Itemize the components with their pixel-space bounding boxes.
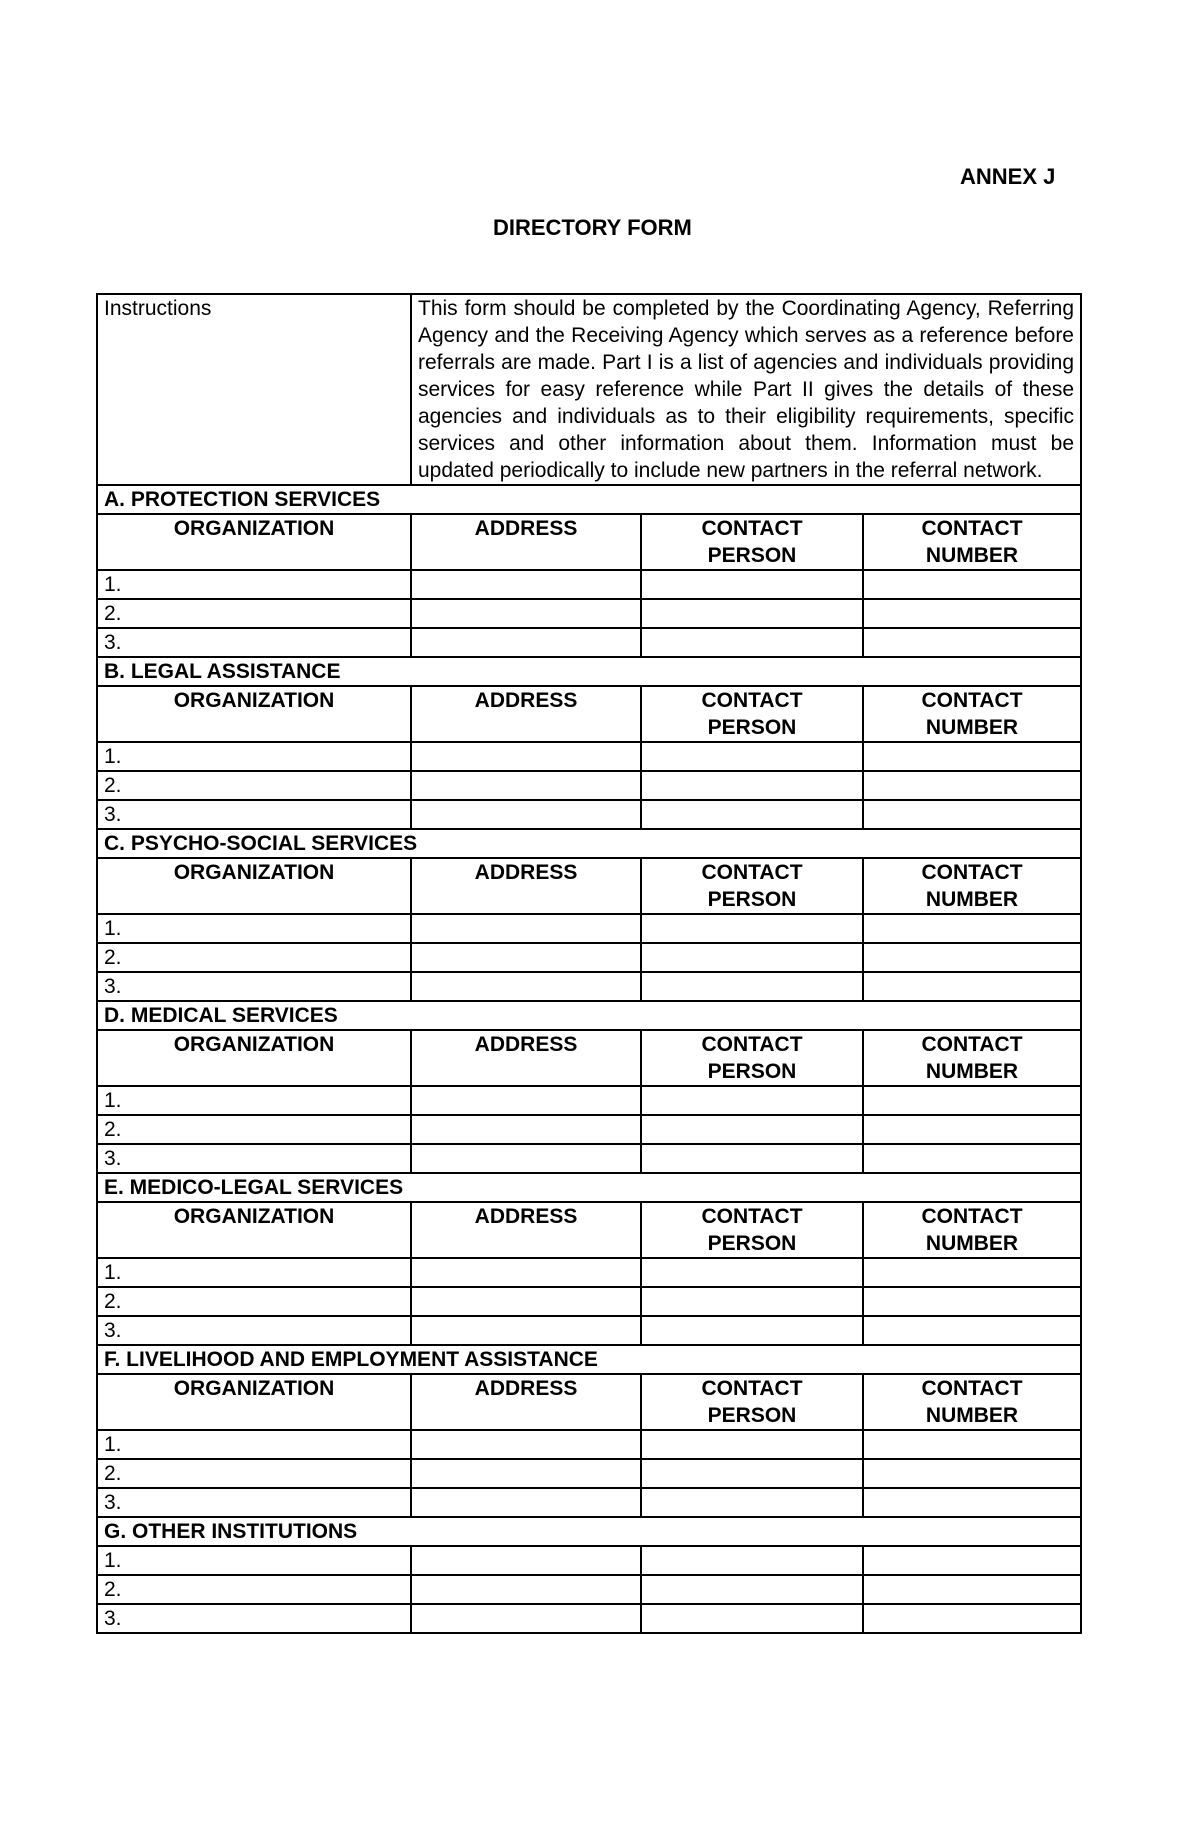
column-header-row <box>97 1030 1081 1086</box>
section-title: A. PROTECTION SERVICES <box>97 485 1081 514</box>
contact-number-cell[interactable] <box>863 1546 1081 1575</box>
contact-person-cell[interactable] <box>641 1430 863 1459</box>
contact-number-header <box>863 1202 1081 1258</box>
contact-person-header <box>641 1030 863 1086</box>
contact-person-header-line-2: PERSON <box>707 716 797 739</box>
table-row <box>97 570 1081 599</box>
address-cell[interactable] <box>411 1488 641 1517</box>
contact-person-header-line-1: CONTACT <box>701 689 803 712</box>
organization-cell[interactable]: 2. <box>97 771 411 800</box>
organization-header: ORGANIZATION <box>97 514 411 570</box>
table-row <box>97 914 1081 943</box>
contact-number-header-line-1: CONTACT <box>921 1205 1023 1228</box>
contact-number-header-line-1: CONTACT <box>921 517 1023 540</box>
address-cell[interactable] <box>411 972 641 1001</box>
address-header: ADDRESS <box>411 1030 641 1086</box>
address-cell[interactable] <box>411 771 641 800</box>
contact-person-header-line-1: CONTACT <box>701 1205 803 1228</box>
contact-person-cell[interactable] <box>641 1258 863 1287</box>
address-cell[interactable] <box>411 1115 641 1144</box>
contact-person-cell[interactable] <box>641 1575 863 1604</box>
organization-cell[interactable]: 2. <box>97 1287 411 1316</box>
contact-number-header-line-2: NUMBER <box>925 1060 1019 1083</box>
contact-person-cell[interactable] <box>641 1287 863 1316</box>
contact-number-cell[interactable] <box>863 1575 1081 1604</box>
address-header: ADDRESS <box>411 1374 641 1430</box>
contact-number-header <box>863 1030 1081 1086</box>
contact-number-header-line-2: NUMBER <box>925 888 1019 911</box>
organization-header: ORGANIZATION <box>97 1374 411 1430</box>
contact-person-header-line-2: PERSON <box>707 1060 797 1083</box>
address-cell[interactable] <box>411 1604 641 1633</box>
organization-cell[interactable]: 3. <box>97 800 411 829</box>
table-row <box>97 1604 1081 1633</box>
column-header-row <box>97 1202 1081 1258</box>
contact-person-header-line-2: PERSON <box>707 1404 797 1427</box>
section-title-row <box>97 1173 1081 1202</box>
contact-number-header-line-1: CONTACT <box>921 1033 1023 1056</box>
contact-number-cell[interactable] <box>863 1086 1081 1115</box>
address-cell[interactable] <box>411 1086 641 1115</box>
section-title: E. MEDICO-LEGAL SERVICES <box>97 1173 1081 1202</box>
contact-person-cell[interactable] <box>641 1546 863 1575</box>
contact-number-cell[interactable] <box>863 1115 1081 1144</box>
organization-header: ORGANIZATION <box>97 858 411 914</box>
table-row <box>97 1546 1081 1575</box>
instructions-text: This form should be completed by the Coordinating Agency, Referring Agency and the Receiving Agency which serves as a reference before referrals are made. Part I is a list of agencies and individuals providing services for easy reference while Part II gives the details of these agencies and individuals as to their eligibility requirements, specific services and other information about them. Information must be updated periodically to include new partners in the referral network. <box>411 294 1081 485</box>
contact-person-cell[interactable] <box>641 1604 863 1633</box>
organization-cell[interactable]: 1. <box>97 1258 411 1287</box>
instructions-label: Instructions <box>97 294 411 485</box>
organization-cell[interactable]: 2. <box>97 599 411 628</box>
organization-cell[interactable]: 2. <box>97 1459 411 1488</box>
address-header: ADDRESS <box>411 1202 641 1258</box>
section-title-row <box>97 485 1081 514</box>
section-title: G. OTHER INSTITUTIONS <box>97 1517 1081 1546</box>
address-cell[interactable] <box>411 943 641 972</box>
section-title-row <box>97 1517 1081 1546</box>
contact-number-cell[interactable] <box>863 1287 1081 1316</box>
organization-cell[interactable]: 3. <box>97 1316 411 1345</box>
organization-cell[interactable]: 1. <box>97 742 411 771</box>
contact-person-cell[interactable] <box>641 1086 863 1115</box>
contact-person-cell[interactable] <box>641 1115 863 1144</box>
table-row <box>97 599 1081 628</box>
contact-number-cell[interactable] <box>863 742 1081 771</box>
contact-person-cell[interactable] <box>641 1459 863 1488</box>
contact-person-header <box>641 514 863 570</box>
organization-cell[interactable]: 1. <box>97 570 411 599</box>
organization-cell[interactable]: 1. <box>97 1546 411 1575</box>
address-header: ADDRESS <box>411 514 641 570</box>
contact-number-header-line-1: CONTACT <box>921 1377 1023 1400</box>
contact-number-cell[interactable] <box>863 943 1081 972</box>
contact-number-cell[interactable] <box>863 1488 1081 1517</box>
contact-number-header <box>863 514 1081 570</box>
address-cell[interactable] <box>411 1459 641 1488</box>
contact-person-cell[interactable] <box>641 1488 863 1517</box>
organization-cell[interactable]: 1. <box>97 914 411 943</box>
contact-person-cell[interactable] <box>641 742 863 771</box>
address-cell[interactable] <box>411 1430 641 1459</box>
contact-person-header <box>641 858 863 914</box>
table-row <box>97 1488 1081 1517</box>
section-title-row <box>97 829 1081 858</box>
address-header: ADDRESS <box>411 858 641 914</box>
table-row <box>97 1258 1081 1287</box>
contact-person-cell[interactable] <box>641 570 863 599</box>
address-cell[interactable] <box>411 1575 641 1604</box>
contact-person-header <box>641 1202 863 1258</box>
organization-cell[interactable]: 2. <box>97 1115 411 1144</box>
column-header-row <box>97 1374 1081 1430</box>
table-row <box>97 1430 1081 1459</box>
page-title: DIRECTORY FORM <box>493 215 692 240</box>
organization-header: ORGANIZATION <box>97 686 411 742</box>
contact-number-header-line-2: NUMBER <box>925 544 1019 567</box>
directory-form-table <box>96 293 1082 1634</box>
table-row <box>97 800 1081 829</box>
address-cell[interactable] <box>411 914 641 943</box>
contact-number-header-line-2: NUMBER <box>925 1404 1019 1427</box>
contact-number-cell[interactable] <box>863 800 1081 829</box>
contact-person-header-line-2: PERSON <box>707 888 797 911</box>
contact-number-header <box>863 686 1081 742</box>
contact-number-cell[interactable] <box>863 570 1081 599</box>
contact-number-cell[interactable] <box>863 1604 1081 1633</box>
table-row <box>97 1086 1081 1115</box>
contact-number-cell[interactable] <box>863 1258 1081 1287</box>
address-cell[interactable] <box>411 628 641 657</box>
address-cell[interactable] <box>411 599 641 628</box>
section-title: D. MEDICAL SERVICES <box>97 1001 1081 1030</box>
contact-number-cell[interactable] <box>863 599 1081 628</box>
address-cell[interactable] <box>411 742 641 771</box>
contact-person-header <box>641 686 863 742</box>
contact-number-cell[interactable] <box>863 628 1081 657</box>
contact-number-cell[interactable] <box>863 1430 1081 1459</box>
contact-person-cell[interactable] <box>641 914 863 943</box>
table-row <box>97 771 1081 800</box>
organization-cell[interactable]: 1. <box>97 1430 411 1459</box>
organization-cell[interactable]: 3. <box>97 1604 411 1633</box>
organization-cell[interactable]: 2. <box>97 1575 411 1604</box>
contact-person-cell[interactable] <box>641 1144 863 1173</box>
column-header-row <box>97 858 1081 914</box>
contact-person-header-line-2: PERSON <box>707 544 797 567</box>
contact-number-header <box>863 858 1081 914</box>
table-row <box>97 1287 1081 1316</box>
organization-cell[interactable]: 2. <box>97 943 411 972</box>
column-header-row <box>97 686 1081 742</box>
table-row <box>97 1144 1081 1173</box>
table-row <box>97 943 1081 972</box>
table-row <box>97 1115 1081 1144</box>
contact-person-header-line-1: CONTACT <box>701 517 803 540</box>
column-header-row <box>97 514 1081 570</box>
section-title-row <box>97 657 1081 686</box>
table-row <box>97 1459 1081 1488</box>
contact-number-cell[interactable] <box>863 972 1081 1001</box>
address-cell[interactable] <box>411 1316 641 1345</box>
address-cell[interactable] <box>411 1546 641 1575</box>
section-title-row <box>97 1345 1081 1374</box>
organization-cell[interactable]: 3. <box>97 628 411 657</box>
contact-number-header-line-2: NUMBER <box>925 1232 1019 1255</box>
organization-header: ORGANIZATION <box>97 1030 411 1086</box>
contact-person-header-line-1: CONTACT <box>701 1377 803 1400</box>
organization-cell[interactable]: 3. <box>97 1144 411 1173</box>
contact-number-header-line-2: NUMBER <box>925 716 1019 739</box>
table-row <box>97 1575 1081 1604</box>
address-cell[interactable] <box>411 1258 641 1287</box>
address-cell[interactable] <box>411 1144 641 1173</box>
address-header: ADDRESS <box>411 686 641 742</box>
address-cell[interactable] <box>411 570 641 599</box>
contact-number-header-line-1: CONTACT <box>921 689 1023 712</box>
organization-cell[interactable]: 1. <box>97 1086 411 1115</box>
address-cell[interactable] <box>411 1287 641 1316</box>
table-row <box>97 742 1081 771</box>
contact-person-header <box>641 1374 863 1430</box>
organization-cell[interactable]: 3. <box>97 972 411 1001</box>
contact-number-cell[interactable] <box>863 771 1081 800</box>
instructions-row <box>97 294 1081 485</box>
section-title-row <box>97 1001 1081 1030</box>
contact-number-header-line-1: CONTACT <box>921 861 1023 884</box>
section-title: B. LEGAL ASSISTANCE <box>97 657 1081 686</box>
section-title: F. LIVELIHOOD AND EMPLOYMENT ASSISTANCE <box>97 1345 1081 1374</box>
contact-person-header-line-1: CONTACT <box>701 1033 803 1056</box>
contact-number-cell[interactable] <box>863 1459 1081 1488</box>
contact-person-cell[interactable] <box>641 599 863 628</box>
table-row <box>97 628 1081 657</box>
organization-cell[interactable]: 3. <box>97 1488 411 1517</box>
contact-person-cell[interactable] <box>641 1316 863 1345</box>
section-title: C. PSYCHO-SOCIAL SERVICES <box>97 829 1081 858</box>
form-body <box>97 294 1081 1633</box>
contact-person-header-line-1: CONTACT <box>701 861 803 884</box>
table-row <box>97 972 1081 1001</box>
contact-number-cell[interactable] <box>863 1316 1081 1345</box>
contact-person-cell[interactable] <box>641 800 863 829</box>
contact-number-cell[interactable] <box>863 1144 1081 1173</box>
contact-person-cell[interactable] <box>641 771 863 800</box>
organization-header: ORGANIZATION <box>97 1202 411 1258</box>
contact-number-header <box>863 1374 1081 1430</box>
address-cell[interactable] <box>411 800 641 829</box>
contact-person-header-line-2: PERSON <box>707 1232 797 1255</box>
contact-person-cell[interactable] <box>641 943 863 972</box>
contact-number-cell[interactable] <box>863 914 1081 943</box>
contact-person-cell[interactable] <box>641 628 863 657</box>
contact-person-cell[interactable] <box>641 972 863 1001</box>
table-row <box>97 1316 1081 1345</box>
annex-label: ANNEX J <box>960 164 1056 189</box>
